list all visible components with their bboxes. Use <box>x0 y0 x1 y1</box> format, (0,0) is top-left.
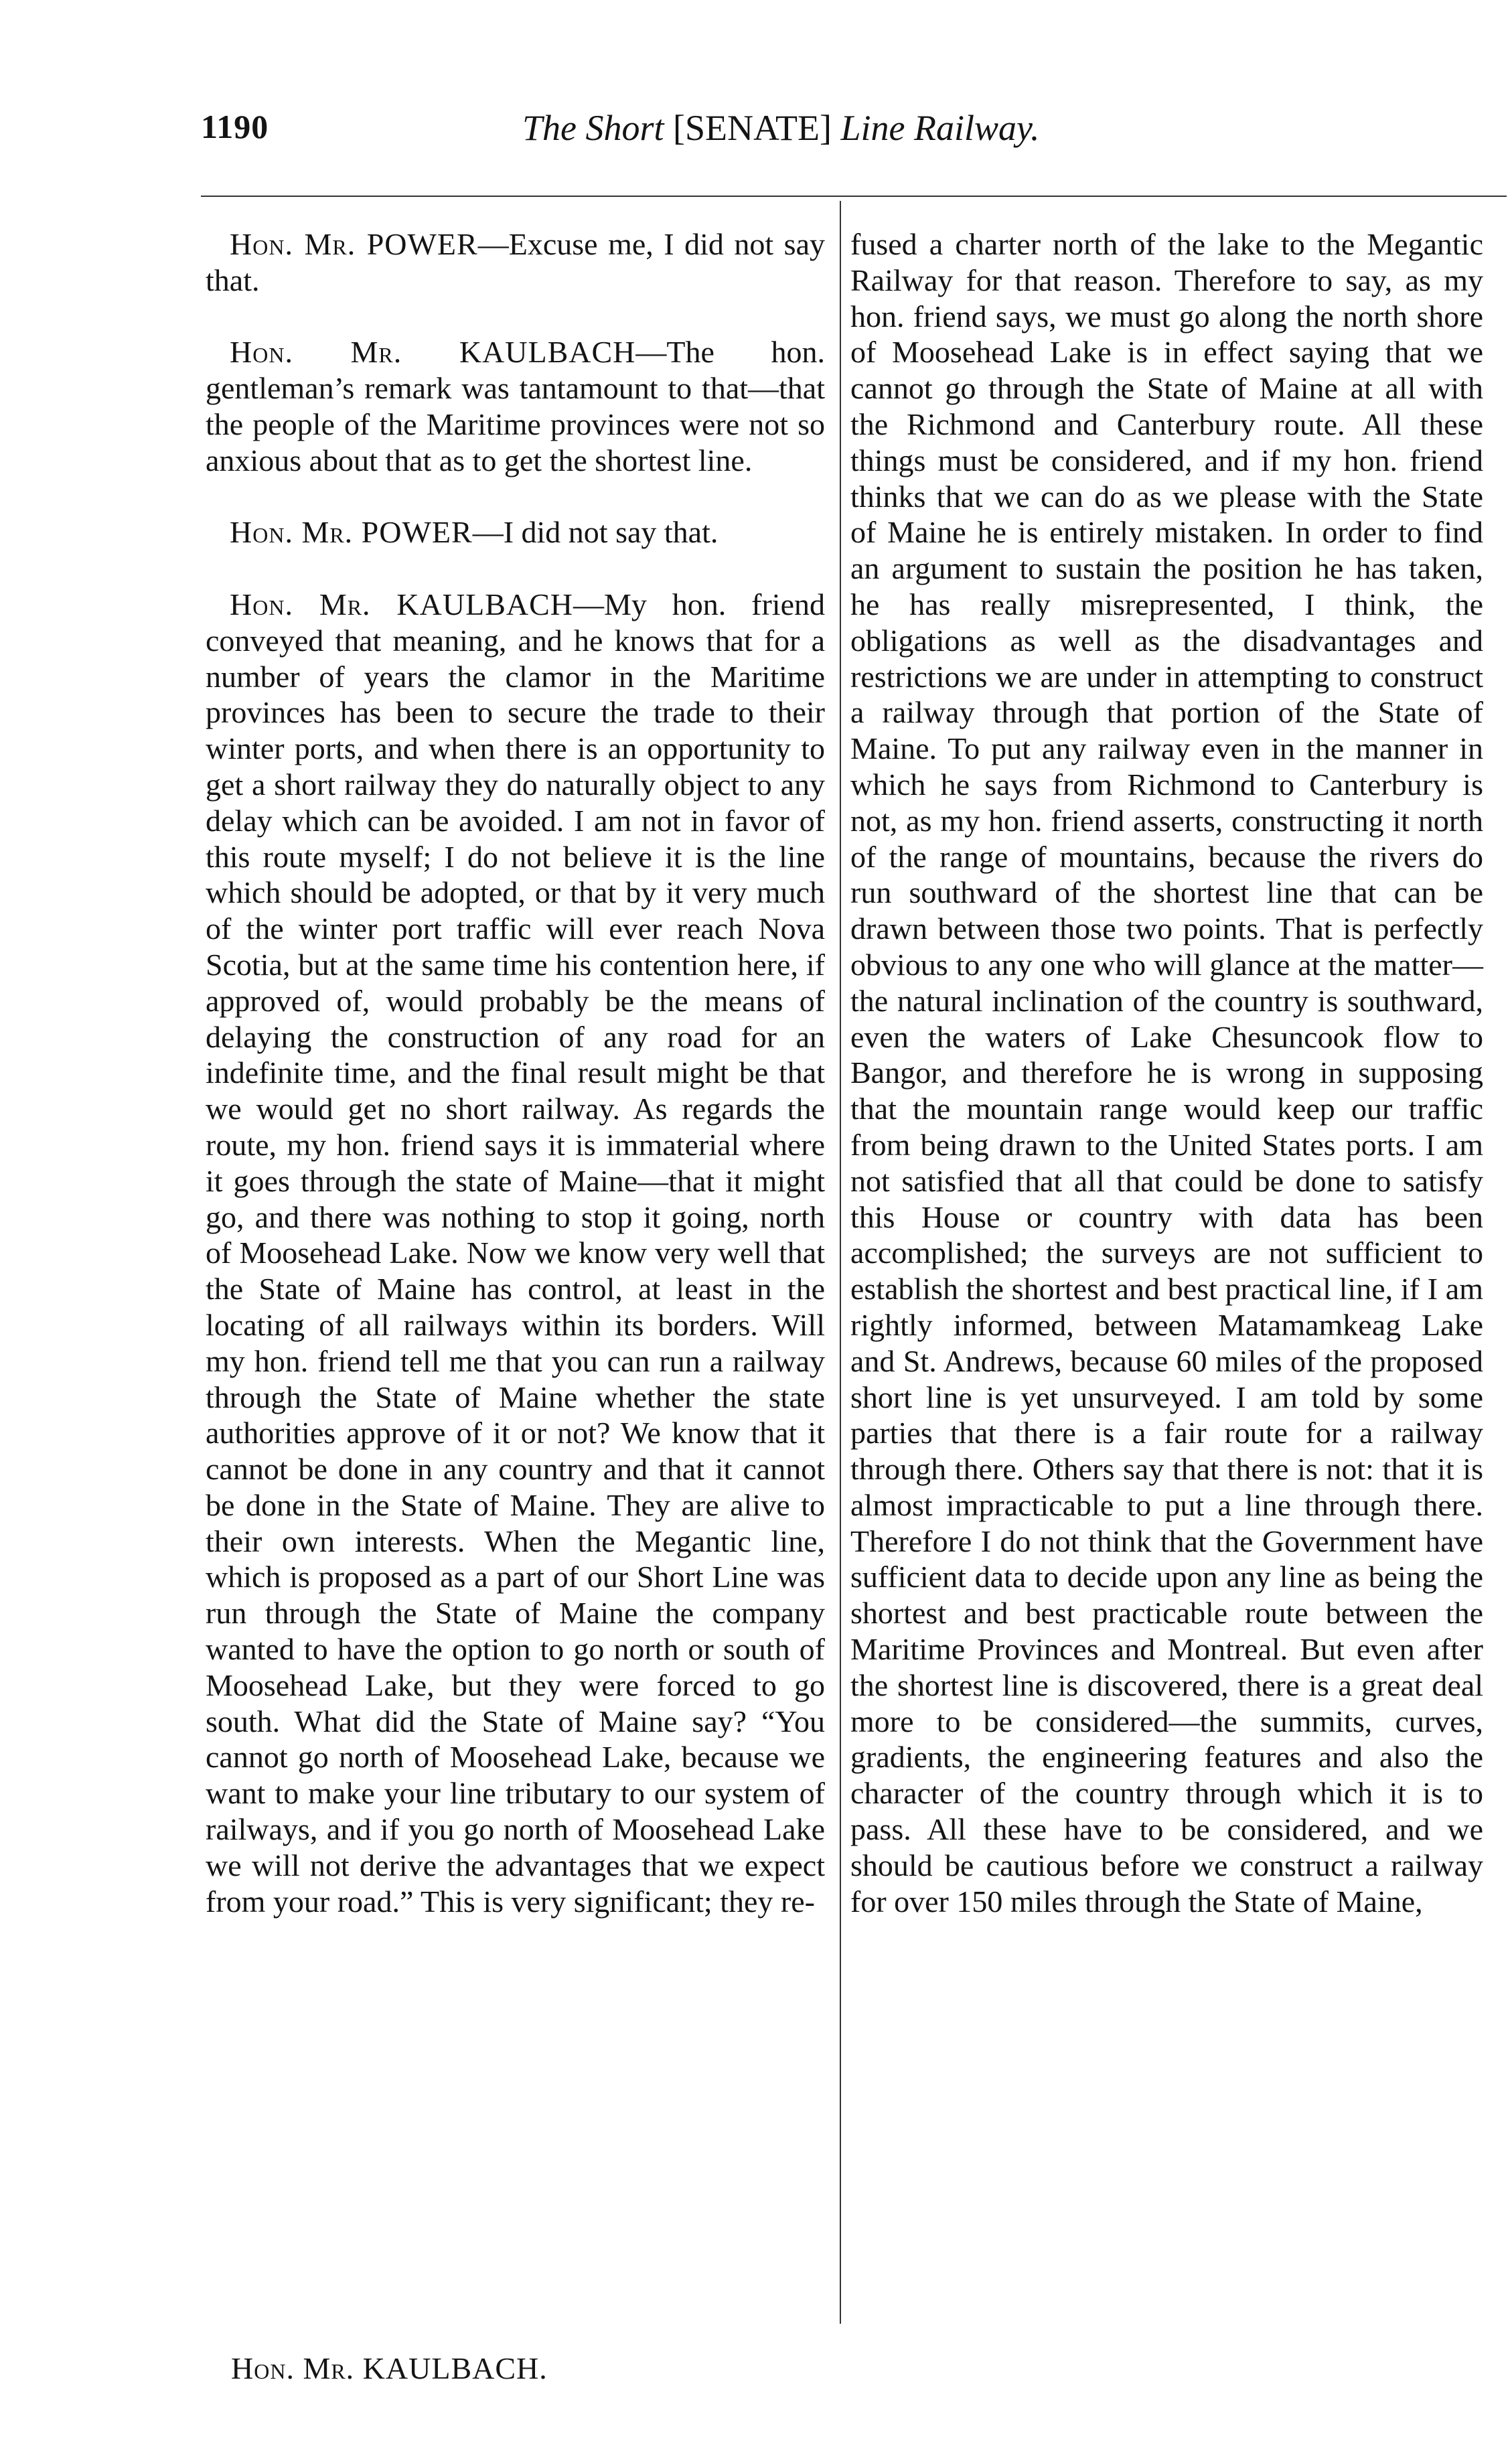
running-title-part-2: [SENATE] <box>673 108 832 148</box>
speaker-name: Hon. Mr. POWER <box>230 227 478 261</box>
continued-speech-text: fused a charter north of the lake to the Megantic Railway for that reason. Therefore to say, as my hon. friend says, we must go along the north shore of Moosehead Lake is in effect saying that we cannot go through the State of Maine at all with the Richmond and Canterbury route. All these things must be considered, and if my hon. friend thinks that we can do as we please with the State of Maine he is entirely mistaken. In order to find an argument to sustain the position he has taken, he has really misrepresented, I think, the obligations as well as the disadvantages and restrictions we are under in attempting to construct a railway through that portion of the State of Maine. To put any railway even in the manner in which he says from Richmond to Canterbury is not, as my hon. friend asserts, constructing it north of the range of mountains, because the rivers do run southward of the shortest line that can be drawn between those two points. That is perfectly obvious to any one who will glance at the matter—the natural inclination of the country is southward, even the waters of Lake Chesuncook flow to Bangor, and therefore he is wrong in supposing that the mountain range would keep our traffic from being drawn to the United States ports. I am not satisfied that all that could be done to satisfy this House or country with data has been accomplished; the surveys are not sufficient to establish the shortest and best practical line, if I am rightly informed, between Matamamkeag Lake and St. Andrews, because 60 miles of the proposed short line is yet unsurveyed. I am told by some parties that there is a fair route for a railway through there. Others say that there is not: that it is almost impracticable to put a line through there. Therefore I do not think that the Government have sufficient data to decide upon any line as being the shortest and best practicable route between the Maritime Provinces and Montreal. But even after the shortest line is discovered, there is a great deal more to be considered—the summits, curves, gradients, the engineering features and also the character of the country through which it is to pass. All these have to be considered, and we should be cautious before we construct a railway for over 150 miles through the State of Maine, <box>850 227 1483 1919</box>
speech-text: —I did not say that. <box>472 515 719 550</box>
speech-text: —My hon. friend conveyed that meaning, and he knows that for a number of years the clamor in the Maritime provinces has been to secure the trade to their winter ports, and when there is an opportunity to get a short railway they do naturally object to any delay which can be avoided. I am not in favor of this route myself; I do not believe it is the line which should be adopted, or that by it very much of the winter port traffic will ever reach Nova Scotia, but at the same time his contention here, if approved of, would probably be the means of delaying the construction of any road for an indefinite time, and the final result might be that we would get no short railway. As regards the route, my hon. friend says it is immaterial where it goes through the state of Maine—that it might go, and there was nothing to stop it going, north of Moosehead Lake. Now we know very well that the State of Maine has control, at least in the locating of all railways within its borders. Will my hon. friend tell me that you can run a railway through the State of Maine whether the state authorities approve of it or not? We know that it cannot be done in any country and that it cannot be done in the State of Maine. They are alive to their own interests. When the Megantic line, which is proposed as a part of our Short Line was run through the State of Maine the company wanted to have the option to go north or south of Moosehead Lake, but they were forced to go south. What did the State of Maine say? “You cannot go north of Moosehead Lake, because we want to make your line tributary to our system of railways, and if you go north of Moosehead Lake we will not derive the advantages that we expect from your road.” This is very significant; they re- <box>206 587 825 1919</box>
page-number: 1190 <box>201 108 269 145</box>
header-rule <box>201 196 1507 197</box>
running-title-part-3: Line Railway. <box>840 108 1040 148</box>
running-title <box>522 107 1040 149</box>
speech-paragraph <box>206 334 825 478</box>
speaker-name: Hon. Mr. POWER <box>230 515 473 550</box>
right-column <box>850 226 1483 1919</box>
speaker-name: Hon. Mr. KAULBACH <box>230 335 636 370</box>
speech-paragraph <box>206 226 825 299</box>
speech-text: —Excuse me, I did not say that. <box>206 227 826 297</box>
left-column <box>206 226 825 1919</box>
catchword: Hon. Mr. KAULBACH. <box>231 2351 548 2385</box>
speaker-name: Hon. Mr. KAULBACH <box>230 587 573 621</box>
running-title-part-1: The Short <box>522 108 664 148</box>
speech-paragraph <box>206 514 825 550</box>
speech-text: —The hon. gentleman’s remark was tantamount to that—that the people of the Maritime provinces were not so anxious about that as to get the shortest line. <box>206 335 825 477</box>
page-header <box>201 107 1232 167</box>
speech-paragraph <box>206 587 825 1919</box>
column-divider <box>840 201 841 2324</box>
